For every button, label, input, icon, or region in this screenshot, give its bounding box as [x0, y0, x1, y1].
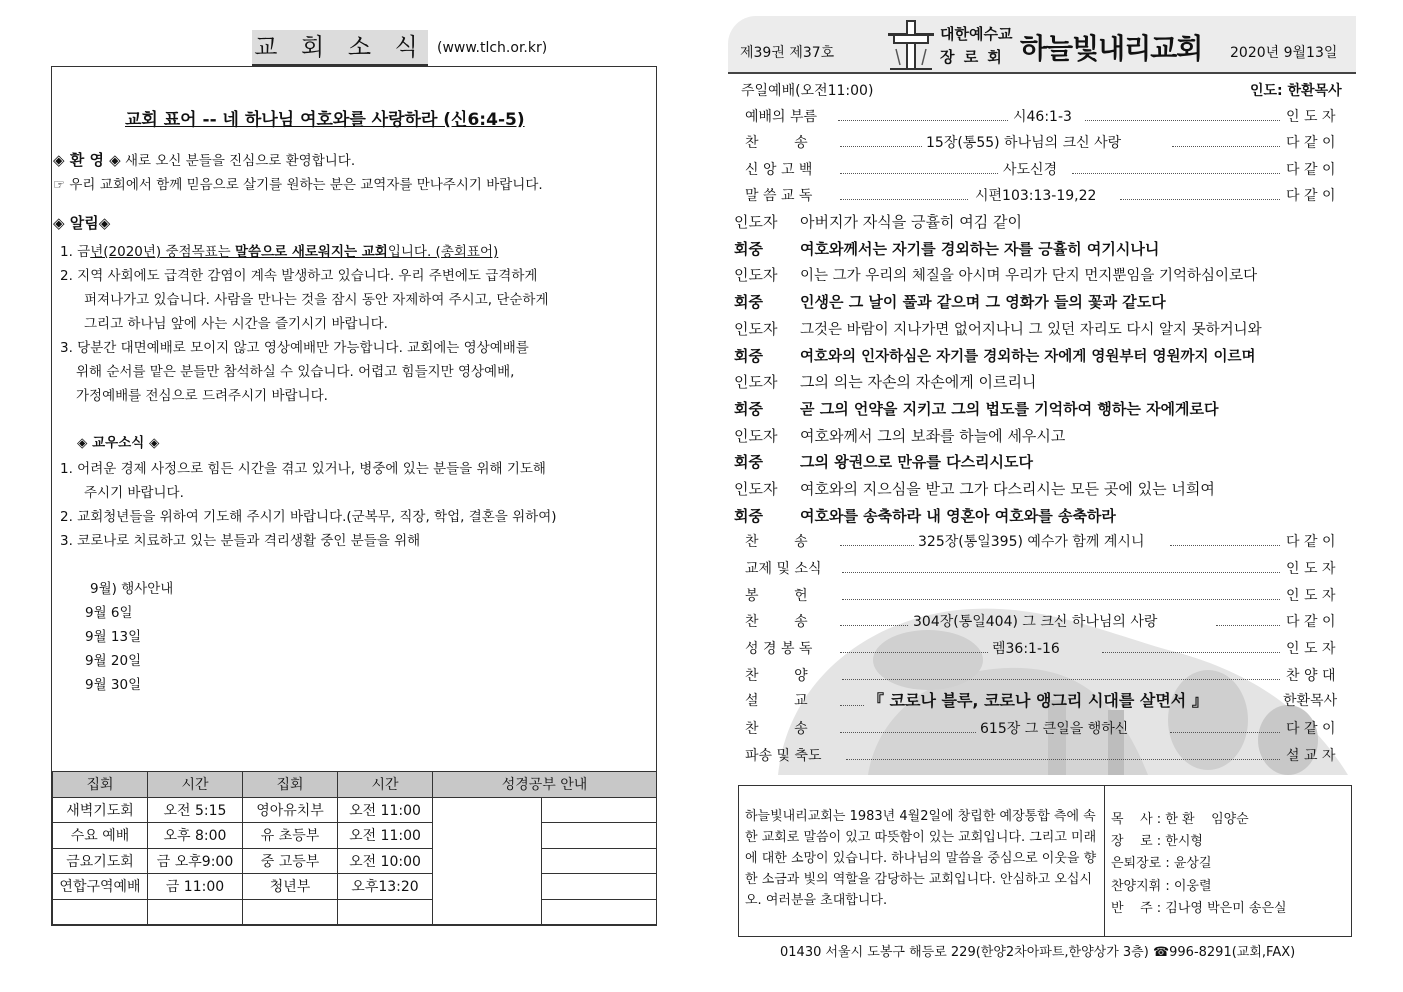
order-item-content: 325장(통일395) 예수가 함께 계시니 [918, 534, 1145, 550]
volume-number: 제39권 제37호 [740, 45, 835, 61]
table-cell: 영아유치부 [243, 797, 338, 823]
order-item-name: 찬 송 [745, 721, 808, 737]
event-item: 9월 30일 [85, 677, 142, 693]
order-item-content: 시46:1-3 [1013, 109, 1072, 125]
church-address: 01430 서울시 도봉구 해등로 229(한양2차아파트,한양상가 3층) ☎996-8291(교회,FAX) [780, 945, 1296, 960]
reading-text: 여호와의 인자하심은 자기를 경외하는 자에게 영원부터 영원까지 이르며 [800, 349, 1256, 365]
table-header: 집회 [243, 772, 338, 798]
order-item-content: 15장(통55) 하나님의 크신 사랑 [926, 135, 1122, 151]
table-cell [243, 899, 338, 925]
bulletin-date: 2020년 9월13일 [1230, 45, 1338, 61]
reading-speaker: 인도자 [734, 480, 778, 498]
welcome-text: 새로 오신 분들을 진심으로 환영합니다. [125, 153, 356, 169]
church-intro-text: 하늘빛내리교회는 1983년 4월2일에 창립한 예장통합 측에 속한 교회로 말씀이 있고 따뜻함이 있는 교회입니다. 그리고 미래에 대한 소망이 있습니다. 하나님의 말씀을 중심으로 이웃을 향한 소금과 빛의 역할을 감당하는 교회입니다. 안심하고 오십시오. 여러분을 초대합니다. [745, 809, 1097, 908]
order-item-content: 615장 그 큰일을 행하신 [980, 721, 1129, 737]
staff-choir-director: 찬양지휘 : 이웅렬 [1111, 879, 1212, 894]
member-news-heading: ◈ 교우소식 ◈ [77, 435, 160, 451]
denomination-line-1: 대한예수교 [940, 25, 1013, 43]
member-1-line-1: 1. 어려운 경제 사정으로 힘든 시간을 겪고 있거나, 병중에 있는 분들을 위해 기도해 [60, 461, 546, 477]
order-item-name: 찬 송 [745, 614, 808, 630]
notice-1-c: 말씀으로 새로워지는 교회 [234, 244, 388, 260]
table-cell: 오전 11:00 [338, 797, 433, 823]
order-item-by: 인 도 자 [1286, 641, 1336, 657]
reading-text: 그의 의는 자손의 자손에게 이르리니 [800, 373, 1037, 391]
order-item-by: 다 같 이 [1286, 614, 1336, 630]
event-item: 9월 20일 [85, 653, 142, 669]
table-cell: 오후 8:00 [148, 823, 243, 849]
dotted-leader [1072, 173, 1280, 174]
order-item-by: 다 같 이 [1286, 188, 1336, 204]
notice-3-line-1: 3. 당분간 대면예배로 모이지 않고 영상예배만 가능합니다. 교회에는 영상예배를 [60, 340, 529, 356]
bible-study-cell [542, 899, 657, 925]
table-header-row [53, 772, 657, 798]
reading-text: 여호와를 송축하라 내 영혼아 여호와를 송축하라 [800, 507, 1116, 525]
dotted-leader [840, 625, 908, 626]
table-cell: 오전 11:00 [338, 823, 433, 849]
meeting-schedule-table [52, 771, 657, 925]
order-item-name: 찬 양 [745, 668, 808, 684]
bible-study-cell [433, 797, 542, 925]
notice-3-line-3: 가정예배를 전심으로 드려주시기 바랍니다. [76, 388, 328, 404]
table-cell: 금 오후9:00 [148, 848, 243, 874]
order-item-by: 다 같 이 [1286, 721, 1336, 737]
dotted-leader [842, 572, 1280, 573]
order-item-name: 예배의 부름 [745, 109, 818, 125]
dotted-leader [1102, 652, 1280, 653]
welcome-heading: ◈ 환 영 ◈ [53, 151, 121, 169]
dotted-leader [840, 732, 976, 733]
order-item-content: 304장(통일404) 그 크신 하나님의 사랑 [913, 614, 1158, 630]
staff-retired-elder: 은퇴장로 : 윤상길 [1111, 856, 1212, 871]
order-item-by: 인 도 자 [1286, 588, 1336, 604]
table-row [53, 874, 657, 900]
order-item-name: 신 앙 고 백 [745, 162, 813, 178]
dotted-leader [840, 545, 914, 546]
dotted-leader [1216, 625, 1280, 626]
notice-1-a: 1. 금 [60, 244, 91, 260]
table-cell [53, 899, 148, 925]
bible-study-cell [542, 797, 657, 823]
member-2: 2. 교회청년들을 위하여 기도해 주시기 바랍니다.(군복무, 직장, 학업, 결혼을 위하여) [60, 509, 557, 525]
bulletin-header [728, 16, 1356, 74]
dotted-leader [838, 120, 1008, 121]
order-item-name: 성 경 봉 독 [745, 641, 813, 657]
table-cell: 중 고등부 [243, 848, 338, 874]
order-item-by: 다 같 이 [1286, 135, 1336, 151]
reading-speaker: 회중 [734, 347, 763, 365]
staff-accompanist: 반 주 : 김나영 박은미 송은실 [1111, 901, 1287, 916]
dotted-leader [840, 652, 988, 653]
member-3: 3. 코로나로 치료하고 있는 분들과 격리생활 중인 분들을 위해 [60, 533, 421, 549]
dotted-leader [1120, 199, 1280, 200]
event-item: 9월 13일 [85, 629, 142, 645]
table-cell: 금요기도회 [53, 848, 148, 874]
order-item-by: 인 도 자 [1286, 109, 1336, 125]
dotted-leader [1172, 146, 1280, 147]
table-row [53, 797, 657, 823]
table-cell: 유 초등부 [243, 823, 338, 849]
church-cross-logo-icon [886, 19, 936, 71]
order-item-name: 찬 송 [745, 135, 808, 151]
welcome-line-2: ☞ 우리 교회에서 함께 믿음으로 살기를 원하는 분은 교역자를 만나주시기 바랍니다. [53, 177, 543, 193]
table-header: 시간 [338, 772, 433, 798]
event-heading: 9월) 행사안내 [90, 581, 174, 597]
order-item-name: 찬 송 [745, 534, 808, 550]
notice-2-line-2: 퍼져나가고 있습니다. 사람을 만나는 것을 잠시 동안 자제하여 주시고, 단순하게 [84, 292, 549, 308]
reading-speaker: 회중 [734, 507, 763, 525]
notice-1 [60, 240, 498, 260]
dotted-leader [1170, 545, 1280, 546]
reading-text: 그의 왕권으로 만유를 다스리시도다 [800, 453, 1034, 471]
table-cell: 금 11:00 [148, 874, 243, 900]
table-header: 성경공부 안내 [433, 772, 657, 798]
reading-speaker: 회중 [734, 400, 763, 418]
table-row [53, 899, 657, 925]
church-motto: 교회 표어 -- 네 하나님 여호와를 사랑하라 (신6:4-5) [125, 110, 525, 130]
church-intro-panel [739, 786, 1105, 936]
order-item-content: 사도신경 [1003, 162, 1058, 178]
church-name: 하늘빛내리교회 [1020, 32, 1203, 65]
sermon-title: 『 코로나 블루, 코로나 앵그리 시대를 살면서 』 [868, 691, 1208, 710]
reading-speaker: 인도자 [734, 213, 778, 231]
reading-speaker: 회중 [734, 240, 763, 258]
table-cell [338, 899, 433, 925]
dotted-leader [840, 146, 922, 147]
reading-speaker: 회중 [734, 293, 763, 311]
table-cell: 새벽기도회 [53, 797, 148, 823]
table-header: 시간 [148, 772, 243, 798]
preacher: 한환목사 [1283, 693, 1338, 709]
order-item-name: 설 교 [745, 693, 808, 709]
church-info-box [738, 785, 1352, 937]
website-url[interactable]: (www.tlch.or.kr) [437, 40, 548, 56]
reading-speaker: 인도자 [734, 427, 778, 445]
table-cell: 오전 5:15 [148, 797, 243, 823]
dotted-leader [840, 173, 998, 174]
event-item: 9월 6일 [85, 605, 133, 621]
reading-speaker: 회중 [734, 453, 763, 471]
order-item-by: 다 같 이 [1286, 534, 1336, 550]
notice-2-line-3: 그리고 하나님 앞에 사는 시간을 즐기시기 바랍니다. [84, 316, 388, 332]
dotted-leader [840, 199, 968, 200]
reading-speaker: 인도자 [734, 373, 778, 391]
bible-study-cell [542, 848, 657, 874]
table-cell: 청년부 [243, 874, 338, 900]
order-item-by: 다 같 이 [1286, 162, 1336, 178]
order-item-name: 교제 및 소식 [745, 561, 822, 577]
reading-text: 여호와께서는 자기를 경외하는 자를 긍휼히 여기시나니 [800, 240, 1160, 258]
bible-study-cell [542, 823, 657, 849]
table-cell [148, 899, 243, 925]
notice-1-b: 년(2020년) 중점목표는 [90, 244, 235, 260]
reading-text: 여호와께서 그의 보좌를 하늘에 세우시고 [800, 427, 1066, 445]
order-item-content: 시편103:13-19,22 [975, 188, 1097, 204]
table-cell: 오후13:20 [338, 874, 433, 900]
notice-3-line-2: 위해 순서를 맡은 분들만 참석하실 수 있습니다. 어렵고 힘들지만 영상예배, [76, 364, 515, 380]
order-item-name: 말 씀 교 독 [745, 188, 813, 204]
denomination-line-2: 장 로 회 [940, 48, 1004, 66]
service-time: 주일예배(오전11:00) [741, 83, 874, 99]
reading-text: 여호와의 지으심을 받고 그가 다스리시는 모든 곳에 있는 너희여 [800, 480, 1215, 498]
reading-text: 그것은 바람이 지나가면 없어지나니 그 있던 자리도 다시 알지 못하거니와 [800, 322, 1262, 338]
dotted-leader [1085, 120, 1280, 121]
notice-heading: ◈ 알림◈ [53, 214, 111, 232]
dotted-leader [840, 705, 864, 706]
order-item-by: 설 교 자 [1286, 748, 1336, 764]
table-cell: 연합구역예배 [53, 874, 148, 900]
table-row [53, 848, 657, 874]
table-cell: 오전 10:00 [338, 848, 433, 874]
reading-text: 이는 그가 우리의 체질을 아시며 우리가 단지 먼지뿐임을 기억하심이로다 [800, 268, 1258, 284]
table-cell: 수요 예배 [53, 823, 148, 849]
staff-pastor: 목 사 : 한 환 임양순 [1111, 812, 1249, 827]
order-item-name: 파송 및 축도 [745, 748, 822, 764]
notice-2-line-1: 2. 지역 사회에도 급격한 감염이 계속 발생하고 있습니다. 우리 주변에도 급격하게 [60, 268, 538, 284]
worship-leader: 인도: 한환목사 [1250, 83, 1342, 99]
table-row [53, 823, 657, 849]
reading-text: 인생은 그 날이 풀과 같으며 그 영화가 들의 꽃과 같도다 [800, 293, 1166, 311]
order-item-content: 렘36:1-16 [992, 641, 1060, 657]
reading-text: 아버지가 자식을 긍휼히 여김 같이 [800, 213, 1022, 231]
news-title: 교 회 소 식 [252, 30, 428, 67]
dotted-leader [846, 759, 1280, 760]
notice-1-d: 입니다. (총회표어) [387, 244, 499, 260]
order-item-by: 인 도 자 [1286, 561, 1336, 577]
dotted-leader [842, 599, 1280, 600]
reading-speaker: 인도자 [734, 320, 778, 338]
welcome-line [53, 149, 355, 170]
member-1-line-2: 주시기 바랍니다. [84, 485, 184, 501]
staff-elder: 장 로 : 한시형 [1111, 834, 1203, 849]
table-header: 집회 [53, 772, 148, 798]
dotted-leader [842, 679, 1280, 680]
bible-study-cell [542, 874, 657, 900]
reading-speaker: 인도자 [734, 266, 778, 284]
dotted-leader [1170, 732, 1280, 733]
order-item-name: 봉 헌 [745, 588, 808, 604]
order-item-by: 찬 양 대 [1286, 668, 1336, 684]
reading-text: 곧 그의 언약을 지키고 그의 법도를 기억하여 행하는 자에게로다 [800, 400, 1219, 418]
